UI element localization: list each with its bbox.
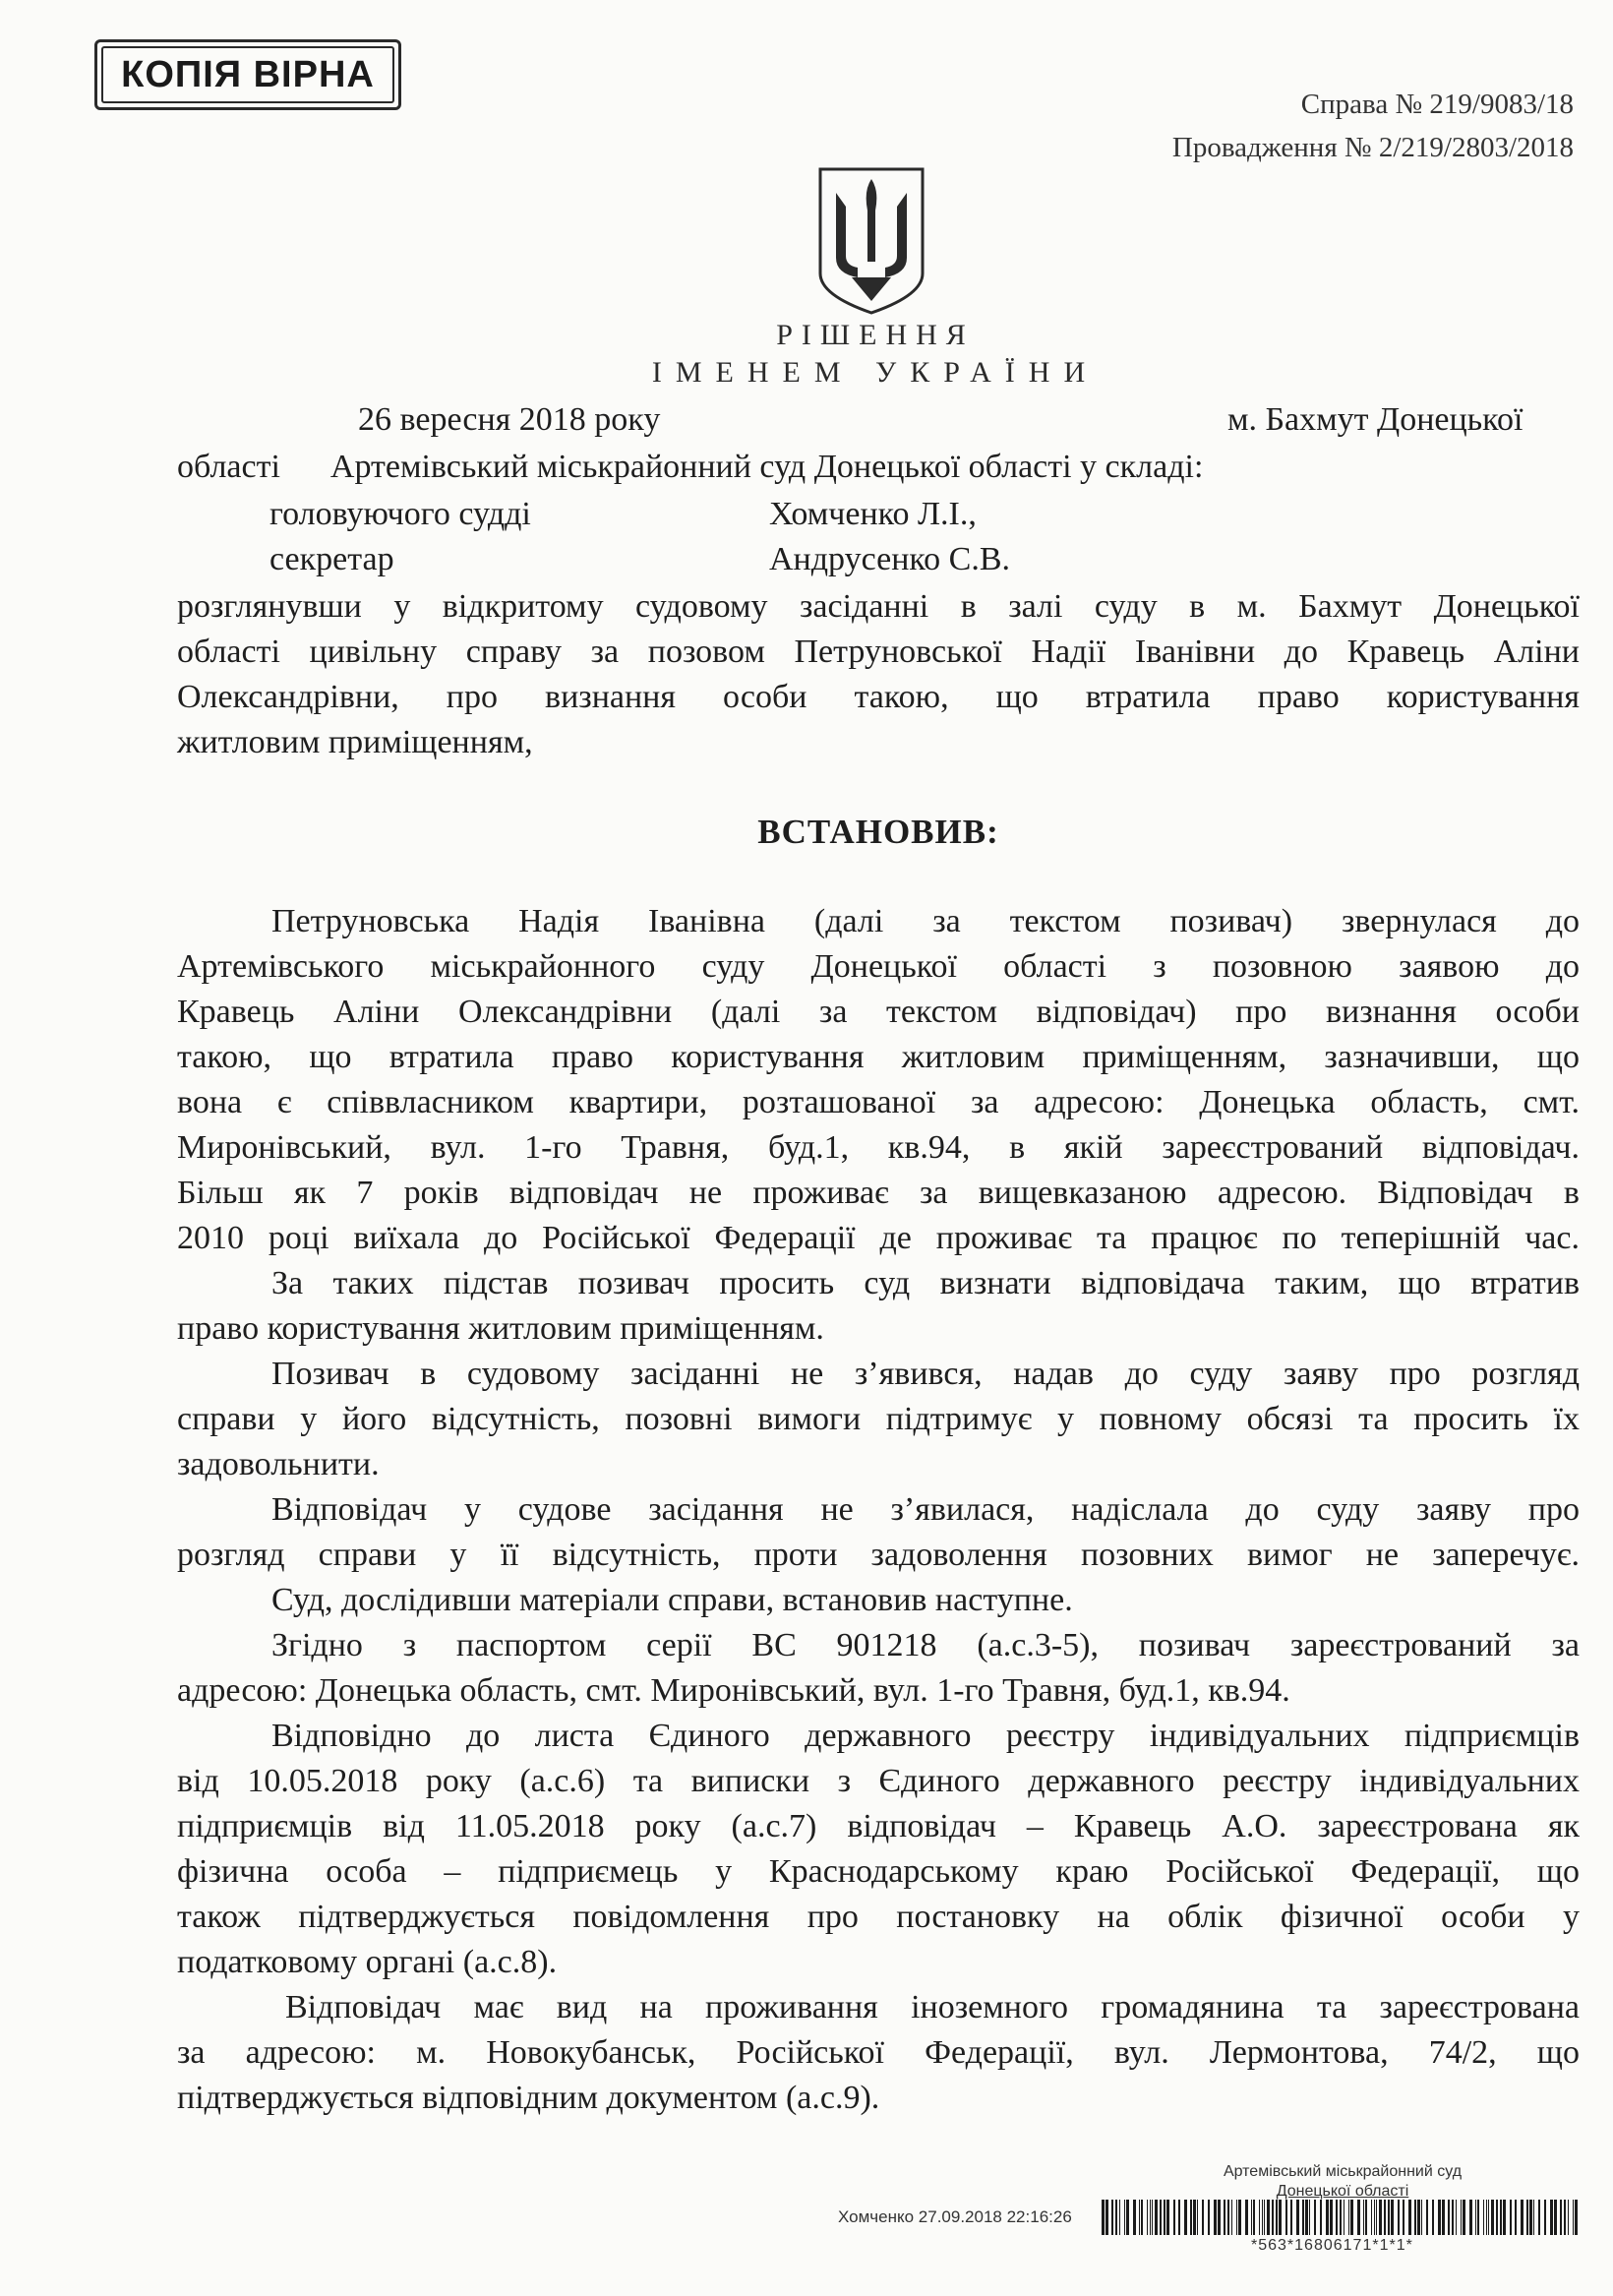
- body-line: також підтверджується повідомлення про постановку на облік фізичної особи у: [177, 1899, 1580, 1935]
- proceeding-number: Провадження № 2/219/2803/2018: [1171, 132, 1574, 163]
- body-line: підтверджується відповідним документом (а.с.9).: [177, 2080, 880, 2116]
- barcode: [1102, 2200, 1583, 2235]
- body-line: Згідно з паспортом серії ВС 901218 (а.с.3-5), позивач зареєстрований за: [271, 1627, 1580, 1663]
- case-references: [1172, 83, 1574, 169]
- secretary-name: Андрусенко С.В.: [769, 541, 1011, 577]
- footer-judge-timestamp: Хомченко 27.09.2018 22:16:26: [838, 2207, 1072, 2226]
- court-composition: області Артемівський міськрайонний суд Донецької області у складі:: [177, 449, 1204, 485]
- body-line: Миронівський, вул. 1-го Травня, буд.1, кв.94, в якій зареєстрований відповідач.: [177, 1129, 1580, 1166]
- body-line: За таких підстав позивач просить суд визнати відповідача таким, що втратив: [271, 1265, 1580, 1301]
- decision-date: 26 вересня 2018 року: [358, 401, 661, 438]
- copy-stamp-text: КОПІЯ ВІРНА: [101, 46, 394, 103]
- body-line: Петруновська Надія Іванівна (далі за текстом позивач) звернулася до: [271, 903, 1580, 939]
- body-line: справи у його відсутність, позовні вимоги підтримує у повному обсязі та просить їх: [177, 1401, 1580, 1437]
- copy-stamp: [94, 39, 401, 110]
- body-line: адресою: Донецька область, смт. Миронівський, вул. 1-го Травня, буд.1, кв.94.: [177, 1672, 1290, 1709]
- body-line: право користування житловим приміщенням.: [177, 1310, 824, 1347]
- section-heading: ВСТАНОВИВ:: [757, 813, 999, 851]
- body-line: Артемівського міськрайонного суду Донецької області з позовною заявою до: [177, 948, 1580, 985]
- footer-court-name: [1161, 2162, 1524, 2202]
- footer-court-line: Артемівський міськрайонний суд: [1223, 2163, 1463, 2180]
- body-line: Позивач в судовому засіданні не з’явився, надав до суду заяву про розгляд: [271, 1356, 1580, 1392]
- body-line: 2010 році виїхала до Російської Федерації де проживає та працює по теперішній час.: [177, 1220, 1580, 1256]
- body-line: Відповідно до листа Єдиного державного реєстру індивідуальних підприємців: [271, 1718, 1580, 1754]
- intro-line: області цивільну справу за позовом Петруновської Надії Іванівни до Кравець Аліни: [177, 634, 1580, 670]
- body-line: від 10.05.2018 року (а.с.6) та виписки з Єдиного державного реєстру індивідуальних: [177, 1763, 1580, 1799]
- intro-line: розглянувши у відкритому судовому засіданні в залі суду в м. Бахмут Донецької: [177, 588, 1580, 625]
- body-line: задовольнити.: [177, 1446, 380, 1482]
- decision-title: РІШЕННЯ: [776, 319, 975, 351]
- decision-city: м. Бахмут Донецької: [1227, 401, 1523, 438]
- presiding-label: головуючого судді: [269, 496, 531, 532]
- body-line: Більш як 7 років відповідач не проживає за вищевказаною адресою. Відповідач в: [177, 1175, 1580, 1211]
- intro-line: житловим приміщенням,: [177, 724, 533, 760]
- body-line: Відповідач у судове засідання не з’явилася, надіслала до суду заяву про: [271, 1491, 1580, 1528]
- body-line: Суд, дослідивши матеріали справи, встановив наступне.: [271, 1582, 1073, 1618]
- barcode-number: *563*16806171*1*1*: [1251, 2237, 1413, 2254]
- intro-line: Олександрівни, про визнання особи такою, що втратила право користування: [177, 679, 1580, 715]
- decision-subtitle: ІМЕНЕМ УКРАЇНИ: [651, 356, 1100, 389]
- body-line: такою, що втратила право користування житловим приміщенням, зазначивши, що: [177, 1039, 1580, 1075]
- trident-icon: [812, 163, 930, 317]
- body-line: Відповідач має вид на проживання іноземного громадянина та зареєстрована: [285, 1989, 1580, 2025]
- body-line: фізична особа – підприємець у Краснодарському краю Російської Федерації, що: [177, 1853, 1580, 1890]
- body-line: за адресою: м. Новокубанськ, Російської Федерації, вул. Лермонтова, 74/2, що: [177, 2034, 1580, 2071]
- body-line: вона є співвласником квартири, розташованої за адресою: Донецька область, смт.: [177, 1084, 1580, 1120]
- secretary-label: секретар: [269, 541, 394, 577]
- body-line: підприємців від 11.05.2018 року (а.с.7) відповідач – Кравець А.О. зареєстрована як: [177, 1808, 1580, 1844]
- case-number: Справа № 219/9083/18: [1300, 89, 1574, 120]
- body-line: Кравець Аліни Олександрівни (далі за текстом відповідач) про визнання особи: [177, 994, 1580, 1030]
- presiding-judge: Хомченко Л.І.,: [769, 496, 977, 532]
- body-line: розгляд справи у її відсутність, проти задоволення позовних вимог не заперечує.: [177, 1537, 1580, 1573]
- body-line: податковому органі (а.с.8).: [177, 1944, 558, 1980]
- footer-court-region: Донецької області: [1276, 2183, 1409, 2200]
